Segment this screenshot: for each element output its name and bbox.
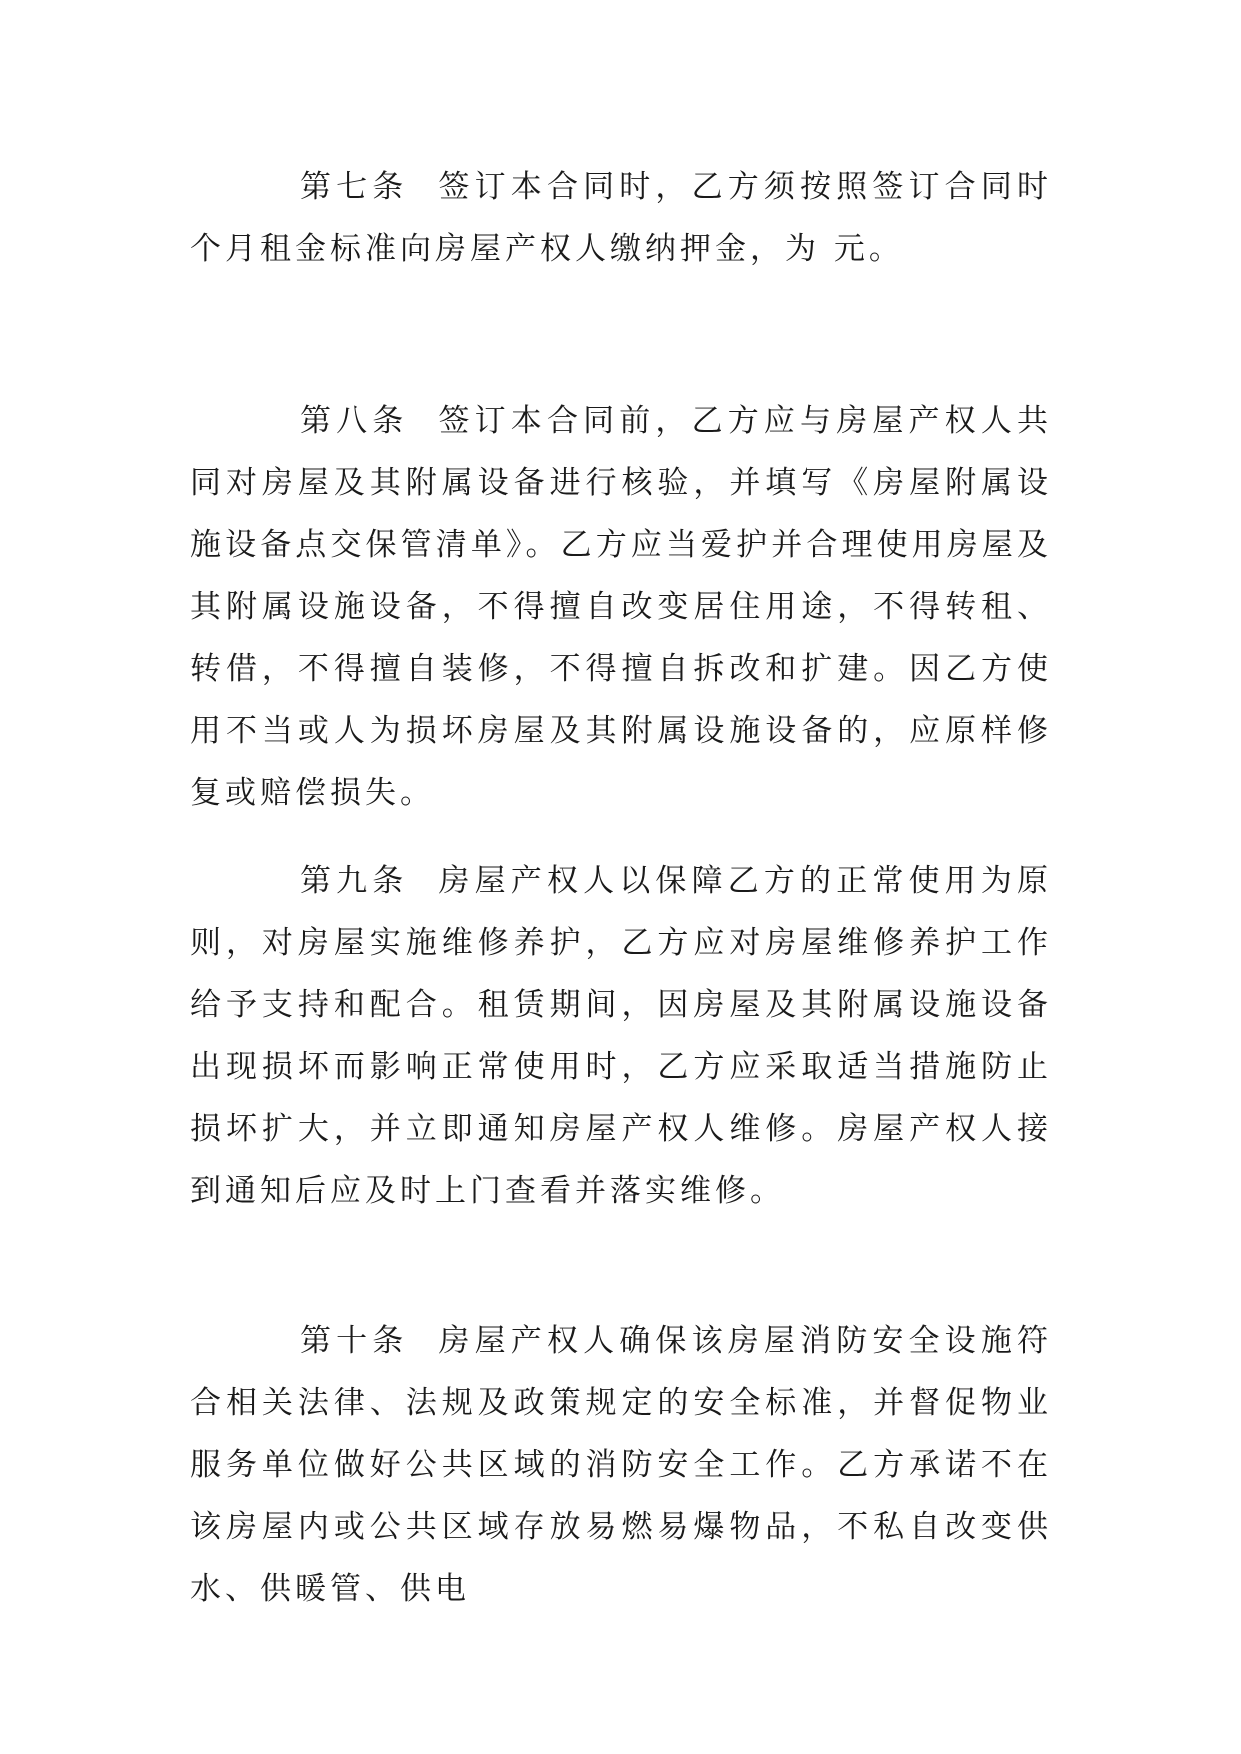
- clause-10-paragraph: [190, 1310, 1052, 1620]
- clause-10-text: 房屋产权人确保该房屋消防安全设施符合相关法律、法规及政策规定的安全标准，并督促物业服务单位做好公共区域的消防安全工作。乙方承诺不在该房屋内或公共区域存放易燃易爆物品，不私自改变供水、供暖管、供电: [190, 1323, 1052, 1607]
- clause-7-text: 签订本合同时，乙方须按照签订合同时 个月租金标准向房屋产权人缴纳押金，为 元。: [190, 169, 1052, 267]
- clause-9-number: 第九条: [300, 863, 409, 899]
- clause-8-paragraph: [190, 390, 1052, 824]
- clause-9-paragraph: [190, 850, 1052, 1222]
- clause-9-text: 房屋产权人以保障乙方的正常使用为原则，对房屋实施维修养护，乙方应对房屋维修养护工作给予支持和配合。租赁期间，因房屋及其附属设施设备出现损坏而影响正常使用时，乙方应采取适当措施防止损坏扩大，并立即通知房屋产权人维修。房屋产权人接到通知后应及时上门查看并落实维修。: [190, 863, 1052, 1209]
- clause-8-number: 第八条: [300, 403, 409, 439]
- clause-7-number: 第七条: [300, 169, 409, 205]
- clause-10-number: 第十条: [300, 1323, 409, 1359]
- clause-7-paragraph: [190, 156, 1052, 280]
- clause-8-text: 签订本合同前，乙方应与房屋产权人共同对房屋及其附属设备进行核验，并填写《房屋附属设施设备点交保管清单》。乙方应当爱护并合理使用房屋及其附属设施设备，不得擅自改变居住用途，不得转租、转借，不得擅自装修，不得擅自拆改和扩建。因乙方使用不当或人为损坏房屋及其附属设施设备的，应原样修复或赔偿损失。: [190, 403, 1052, 811]
